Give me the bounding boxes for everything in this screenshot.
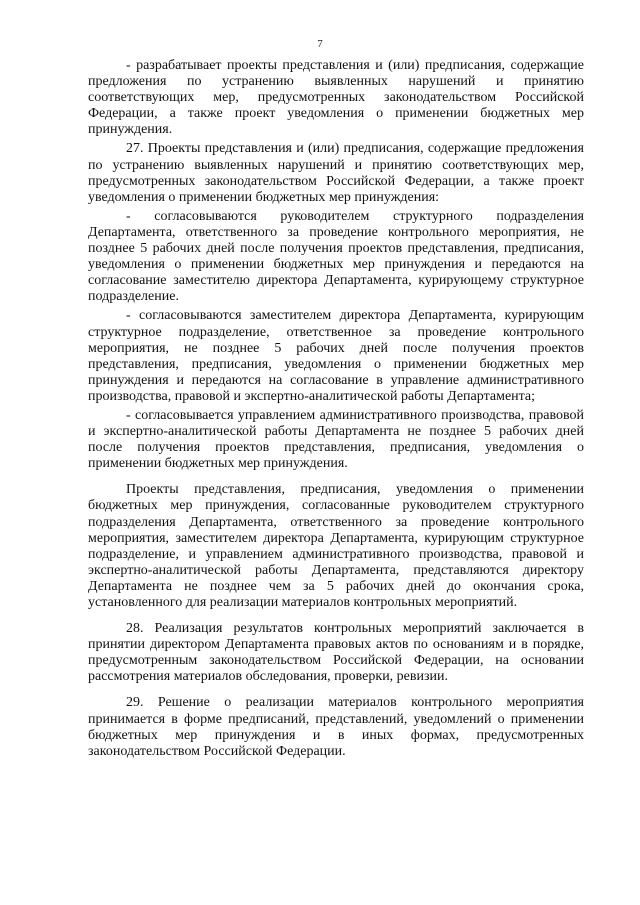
paragraph-drafts-submitted-to-director: Проекты представления, предписания, уведомления о применении бюджетных мер принуждения, согласованные руководителем структурного подразделения Департамента, ответственного за проведение контрольного мероприятия, заместителем директора Департамента, курирующим структурное подразделение, и управлением административного производства, правовой и экспертно-аналитической работы Департамента, представляются директору Департамента не позднее чем за 5 рабочих дней до окончания срока, установленного для реализации материалов контрольных мероприятий.: [88, 482, 584, 610]
paragraph-29: 29. Решение о реализации материалов контрольного мероприятия принимается в форме предписаний, представлений, уведомлений о применении бюджетных мер принуждения и в иных формах, предусмотренных законодательством Российской Федерации.: [88, 695, 584, 759]
paragraph-agreed-by-legal-department: - согласовывается управлением административного производства, правовой и экспертно-аналитической работы Департамента не позднее 5 рабочих дней после получения проектов представления, предписания, уведомления о применении бюджетных мер принуждения.: [88, 407, 584, 472]
document-body: [88, 58, 584, 764]
paragraph-28: 28. Реализация результатов контрольных мероприятий заключается в принятии директором Департамента правовых актов по основаниям и в порядке, предусмотренным законодательством Российской Федерации, на основании рассмотрения материалов обследования, проверки, ревизии.: [88, 621, 584, 685]
paragraph-develops-drafts: - разрабатывает проекты представления и (или) предписания, содержащие предложения по устранению выявленных нарушений и принятию соответствующих мер, предусмотренных законодательством Российской Федерации, а также проект уведомления о применении бюджетных мер принуждения.: [88, 58, 584, 138]
paragraph-agreed-by-unit-head: - согласовываются руководителем структурного подразделения Департамента, ответственного за проведение контрольного мероприятия, не позднее 5 рабочих дней после получения проектов представления, предписания, уведомления о применении бюджетных мер принуждения и передаются на согласование заместителю директора Департамента, курирующему структурное подразделение.: [88, 208, 584, 305]
page-number: 7: [317, 38, 323, 50]
paragraph-27: 27. Проекты представления и (или) предписания, содержащие предложения по устранению выявленных нарушений и принятию соответствующих мер, предусмотренных законодательством Российской Федерации, а также проект уведомления о применении бюджетных мер принуждения:: [88, 141, 584, 205]
paragraph-agreed-by-deputy-director: - согласовываются заместителем директора Департамента, курирующим структурное подразделение, ответственное за проведение контрольного мероприятия, не позднее 5 рабочих дней после получения проектов представления, предписания, уведомления о применении бюджетных мер принуждения и передаются на согласование в управление административного производства, правовой и экспертно-аналитической работы Департамента;: [88, 308, 584, 404]
